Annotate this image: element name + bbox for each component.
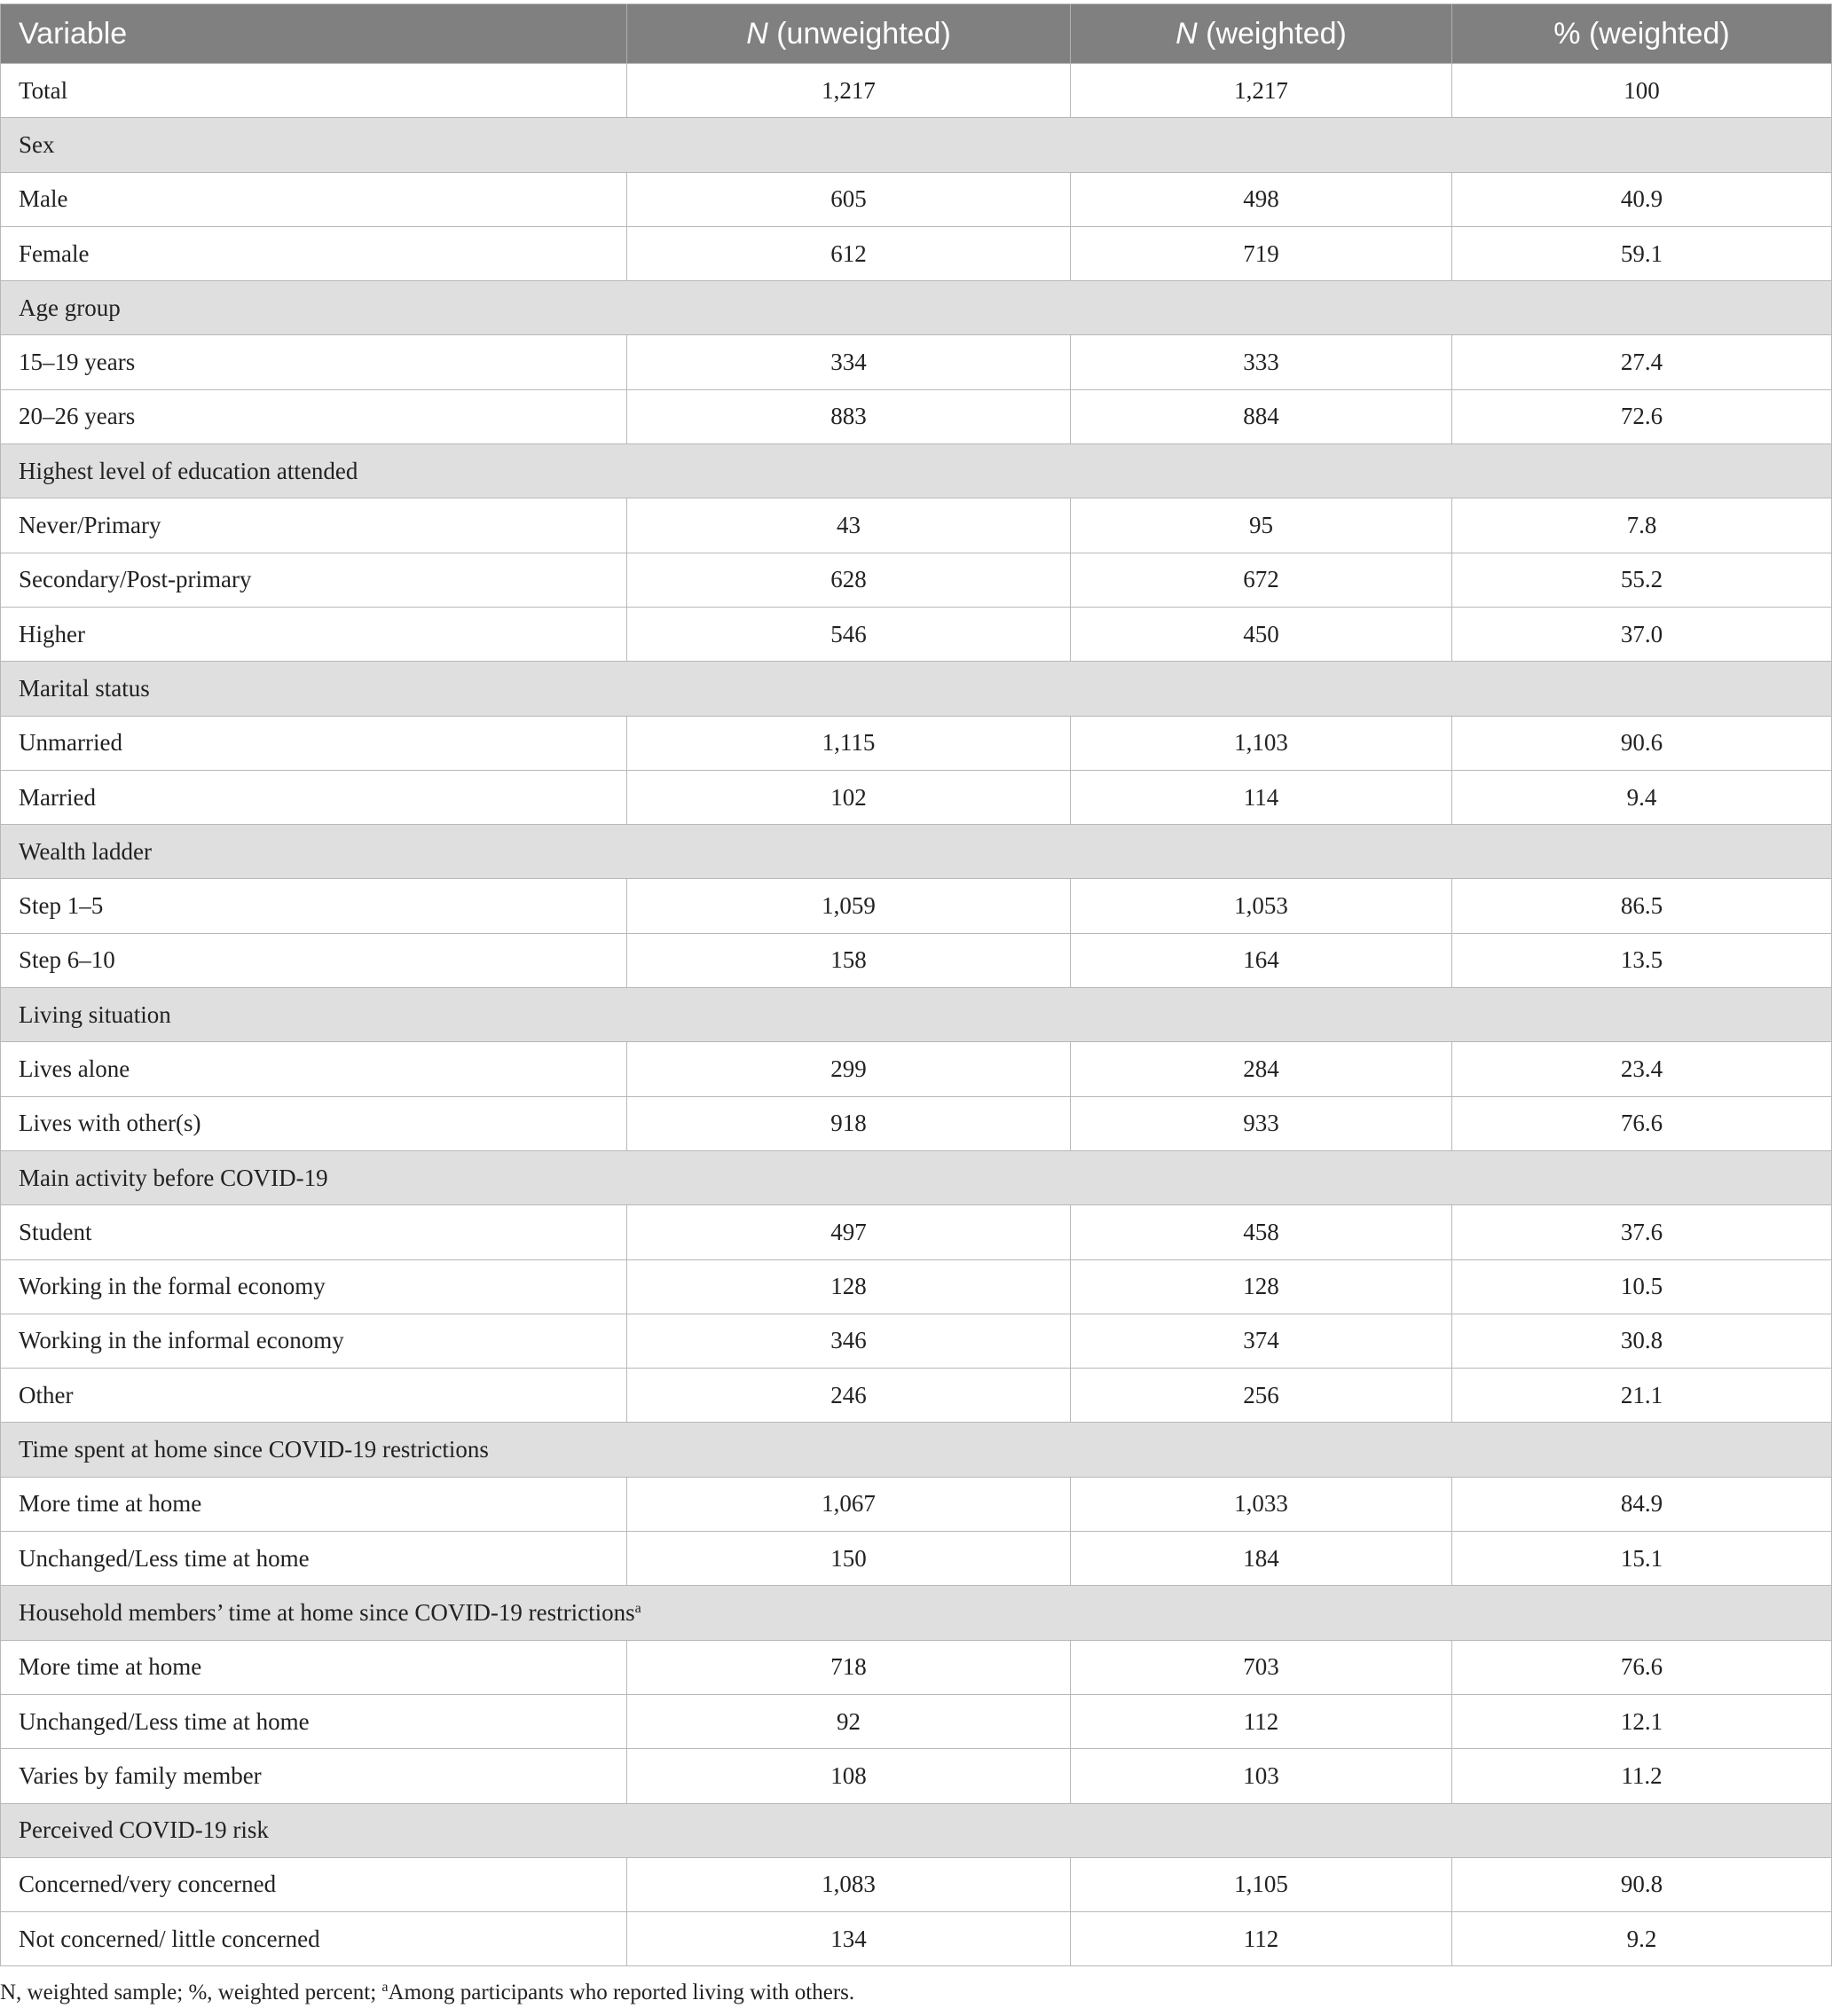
cell-n-unweighted: 158 [627,933,1071,987]
table-row [1,1205,1832,1259]
cell-n-unweighted: 546 [627,607,1071,661]
row-label: Unchanged/Less time at home [1,1532,627,1586]
row-label: Lives with other(s) [1,1096,627,1150]
cell-n-weighted: 128 [1071,1259,1452,1314]
cell-n-weighted: 703 [1071,1640,1452,1694]
cell-n-unweighted: 1,059 [627,879,1071,933]
table-row [1,1694,1832,1748]
section-label [1,1150,1832,1204]
cell-n-weighted: 498 [1071,172,1452,226]
table-row [1,172,1832,226]
table-section-row [1,1586,1832,1640]
row-label: Total [1,64,627,118]
section-label-text: Living situation [19,1000,171,1028]
cell-n-weighted: 450 [1071,607,1452,661]
row-label: Step 1–5 [1,879,627,933]
cell-n-unweighted: 246 [627,1369,1071,1423]
cell-pct-weighted: 21.1 [1452,1369,1832,1423]
cell-pct-weighted: 59.1 [1452,226,1832,280]
section-label-text: Main activity before COVID-19 [19,1164,328,1191]
cell-n-unweighted: 918 [627,1096,1071,1150]
section-footnote-marker: a [634,1600,641,1616]
table-section-row [1,1150,1832,1204]
table-row [1,1857,1832,1911]
table-section-row [1,825,1832,879]
cell-n-weighted: 333 [1071,335,1452,389]
section-label [1,444,1832,498]
cell-n-weighted: 719 [1071,226,1452,280]
table-body [1,64,1832,1966]
cell-n-weighted: 458 [1071,1205,1452,1259]
row-label: Working in the formal economy [1,1259,627,1314]
cell-pct-weighted: 10.5 [1452,1259,1832,1314]
section-label-text: Household members’ time at home since COVID-19 restrictions [19,1598,635,1626]
section-label [1,662,1832,716]
cell-pct-weighted: 9.4 [1452,770,1832,824]
table-section-row [1,444,1832,498]
table-row [1,64,1832,118]
cell-n-unweighted: 497 [627,1205,1071,1259]
cell-n-weighted: 1,103 [1071,716,1452,770]
cell-pct-weighted: 12.1 [1452,1694,1832,1748]
table-row [1,226,1832,280]
cell-pct-weighted: 15.1 [1452,1532,1832,1586]
cell-pct-weighted: 40.9 [1452,172,1832,226]
cell-pct-weighted: 11.2 [1452,1749,1832,1803]
table-row [1,879,1832,933]
table-row [1,607,1832,661]
cell-pct-weighted: 72.6 [1452,389,1832,443]
header-variable: Variable [1,4,627,64]
table-section-row [1,1423,1832,1477]
cell-n-unweighted: 134 [627,1912,1071,1966]
row-label: 20–26 years [1,389,627,443]
cell-n-unweighted: 883 [627,389,1071,443]
cell-n-weighted: 1,033 [1071,1477,1452,1531]
table-row [1,1477,1832,1531]
table-row [1,1096,1832,1150]
section-label [1,1803,1832,1857]
cell-n-weighted: 284 [1071,1042,1452,1096]
section-label [1,1586,1832,1640]
cell-pct-weighted: 30.8 [1452,1314,1832,1368]
table-section-row [1,662,1832,716]
cell-pct-weighted: 23.4 [1452,1042,1832,1096]
row-label: Female [1,226,627,280]
cell-n-unweighted: 1,217 [627,64,1071,118]
row-label: Not concerned/ little concerned [1,1912,627,1966]
row-label: Higher [1,607,627,661]
row-label: Married [1,770,627,824]
row-label: Secondary/Post-primary [1,553,627,607]
cell-n-unweighted: 128 [627,1259,1071,1314]
table-row [1,1640,1832,1694]
row-label: Step 6–10 [1,933,627,987]
header-n-weighted-text: (weighted) [1197,16,1347,51]
cell-n-weighted: 112 [1071,1912,1452,1966]
row-label: More time at home [1,1640,627,1694]
table-row [1,1749,1832,1803]
table-row [1,1532,1832,1586]
cell-n-unweighted: 1,083 [627,1857,1071,1911]
demographics-table [0,4,1832,1966]
cell-n-weighted: 95 [1071,498,1452,553]
cell-pct-weighted: 37.6 [1452,1205,1832,1259]
table-row [1,1259,1832,1314]
cell-n-unweighted: 108 [627,1749,1071,1803]
cell-pct-weighted: 90.6 [1452,716,1832,770]
cell-n-weighted: 184 [1071,1532,1452,1586]
cell-n-unweighted: 628 [627,553,1071,607]
cell-pct-weighted: 27.4 [1452,335,1832,389]
section-label [1,988,1832,1042]
cell-n-weighted: 672 [1071,553,1452,607]
section-label-text: Marital status [19,674,150,702]
row-label: 15–19 years [1,335,627,389]
table-row [1,1912,1832,1966]
table-footnote [0,1981,854,2005]
table-row [1,933,1832,987]
cell-pct-weighted: 86.5 [1452,879,1832,933]
cell-pct-weighted: 13.5 [1452,933,1832,987]
cell-n-weighted: 1,217 [1071,64,1452,118]
cell-n-unweighted: 1,115 [627,716,1071,770]
cell-n-unweighted: 150 [627,1532,1071,1586]
row-label: More time at home [1,1477,627,1531]
header-n-weighted-symbol: N [1175,16,1198,51]
cell-pct-weighted: 55.2 [1452,553,1832,607]
cell-n-unweighted: 92 [627,1694,1071,1748]
table-section-row [1,1803,1832,1857]
cell-pct-weighted: 7.8 [1452,498,1832,553]
section-label-text: Wealth ladder [19,837,153,865]
table-row [1,1314,1832,1368]
section-label [1,281,1832,335]
header-pct-weighted: % (weighted) [1452,4,1832,64]
cell-n-unweighted: 299 [627,1042,1071,1096]
cell-pct-weighted: 76.6 [1452,1640,1832,1694]
header-n-unweighted-text: (unweighted) [767,16,951,51]
table-section-row [1,281,1832,335]
section-label [1,1423,1832,1477]
header-n-unweighted-symbol: N [746,16,768,51]
cell-n-weighted: 112 [1071,1694,1452,1748]
cell-n-weighted: 103 [1071,1749,1452,1803]
row-label: Unmarried [1,716,627,770]
cell-n-unweighted: 1,067 [627,1477,1071,1531]
cell-pct-weighted: 90.8 [1452,1857,1832,1911]
row-label: Male [1,172,627,226]
header-n-unweighted [627,4,1071,64]
cell-n-weighted: 884 [1071,389,1452,443]
table-row [1,716,1832,770]
row-label: Student [1,1205,627,1259]
cell-n-weighted: 933 [1071,1096,1452,1150]
table-section-row [1,988,1832,1042]
cell-n-unweighted: 334 [627,335,1071,389]
cell-n-weighted: 114 [1071,770,1452,824]
cell-n-unweighted: 605 [627,172,1071,226]
table-row [1,1042,1832,1096]
footnote-marker: a [381,1980,389,1995]
table-row [1,389,1832,443]
row-label: Working in the informal economy [1,1314,627,1368]
cell-n-weighted: 256 [1071,1369,1452,1423]
cell-n-unweighted: 43 [627,498,1071,553]
section-label-text: Highest level of education attended [19,457,358,484]
row-label: Concerned/very concerned [1,1857,627,1911]
cell-pct-weighted: 84.9 [1452,1477,1832,1531]
cell-pct-weighted: 76.6 [1452,1096,1832,1150]
row-label: Never/Primary [1,498,627,553]
header-n-weighted [1071,4,1452,64]
cell-n-weighted: 164 [1071,933,1452,987]
row-label: Other [1,1369,627,1423]
table-row [1,770,1832,824]
table-row [1,553,1832,607]
section-label-text: Perceived COVID-19 risk [19,1816,269,1844]
cell-pct-weighted: 100 [1452,64,1832,118]
footnote-prefix: N, weighted sample; %, weighted percent; [0,1981,382,2004]
cell-n-weighted: 374 [1071,1314,1452,1368]
cell-n-unweighted: 718 [627,1640,1071,1694]
table-row [1,335,1832,389]
section-label-text: Sex [19,130,55,158]
section-label-text: Time spent at home since COVID-19 restrictions [19,1436,489,1463]
cell-pct-weighted: 37.0 [1452,607,1832,661]
table-row [1,1369,1832,1423]
cell-n-unweighted: 346 [627,1314,1071,1368]
row-label: Varies by family member [1,1749,627,1803]
section-label-text: Age group [19,294,121,321]
section-label [1,118,1832,172]
section-label [1,825,1832,879]
footnote-text: Among participants who reported living with others. [388,1981,855,2004]
table-row [1,498,1832,553]
table-section-row [1,118,1832,172]
cell-pct-weighted: 9.2 [1452,1912,1832,1966]
cell-n-weighted: 1,105 [1071,1857,1452,1911]
table-header-row [1,4,1832,64]
row-label: Lives alone [1,1042,627,1096]
row-label: Unchanged/Less time at home [1,1694,627,1748]
cell-n-weighted: 1,053 [1071,879,1452,933]
cell-n-unweighted: 102 [627,770,1071,824]
cell-n-unweighted: 612 [627,226,1071,280]
